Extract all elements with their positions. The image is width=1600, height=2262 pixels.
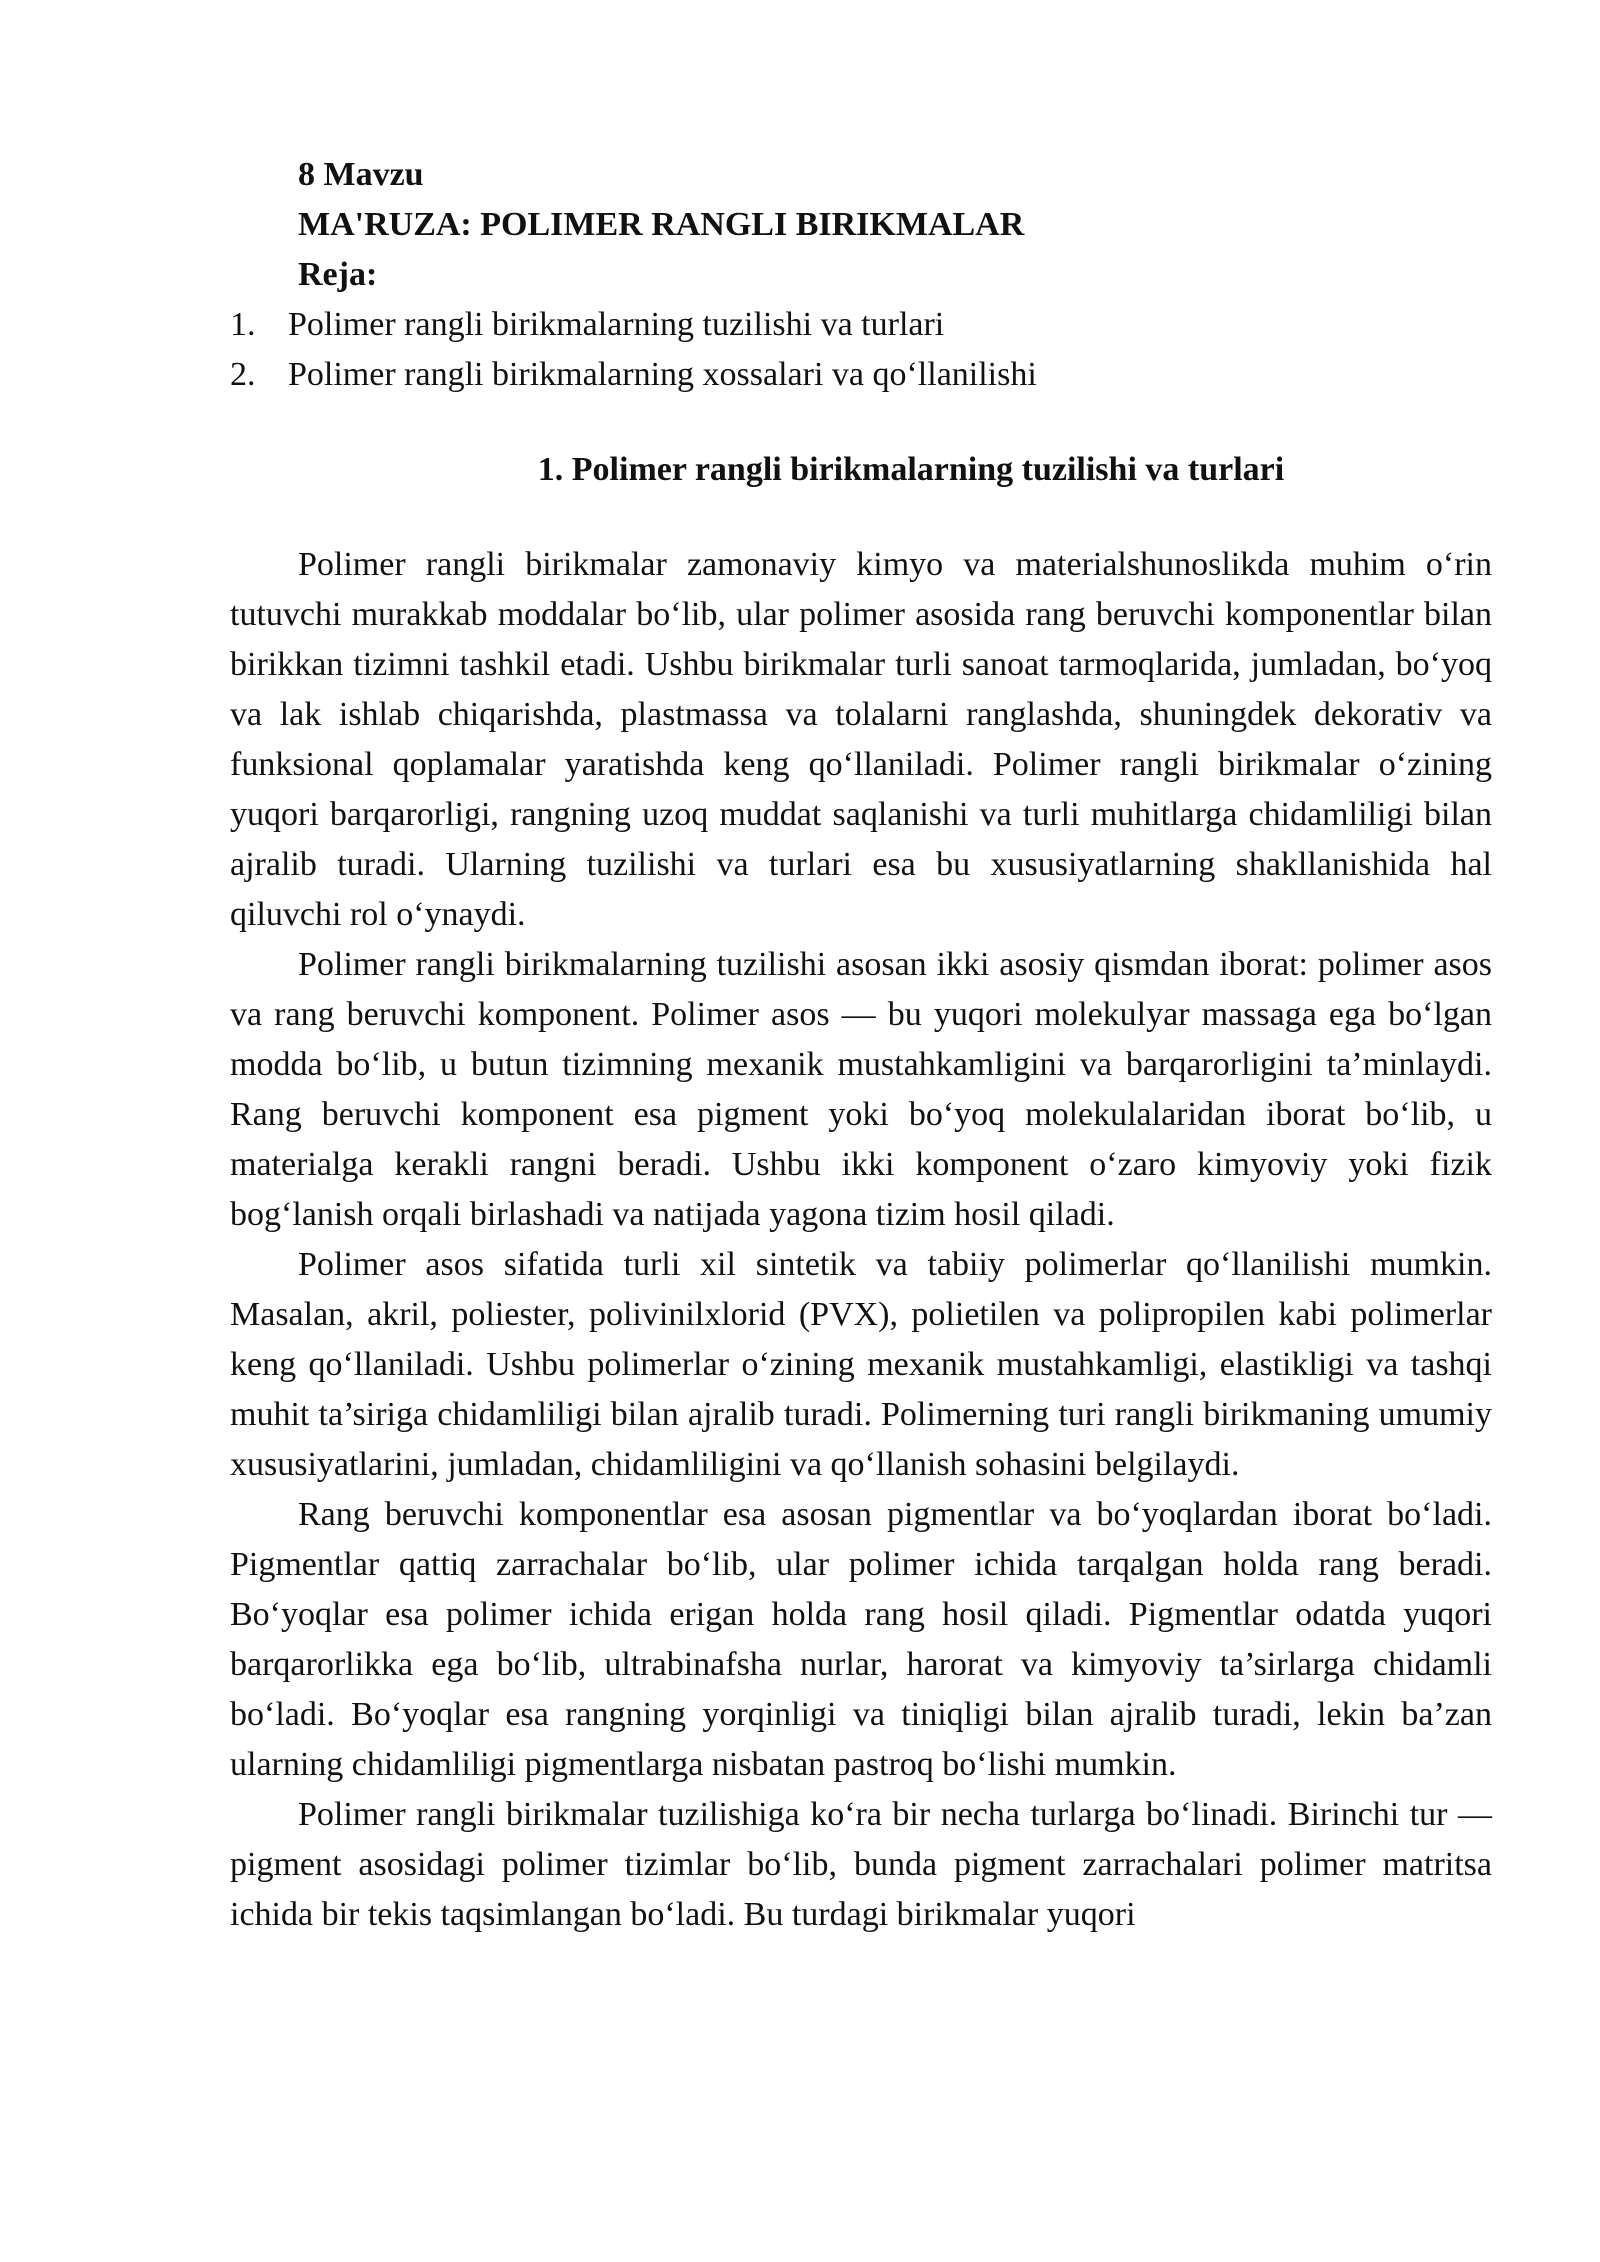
plan-item-number: 2.	[230, 356, 256, 393]
plan-item	[230, 300, 1492, 350]
body-paragraph: Polimer rangli birikmalar zamonaviy kimyo va materialshunoslikda muhim o‘rin tutuvchi murakkab moddalar bo‘lib, ular polimer asosida rang beruvchi komponentlar bilan birikkan tizimni tashkil etadi. Ushbu birikmalar turli sanoat tarmoqlarida, jumladan, bo‘yoq va lak ishlab chiqarishda, plastmassa va tolalarni ranglashda, shuningdek dekorativ va funksional qoplamalar yaratishda keng qo‘llaniladi. Polimer rangli birikmalar o‘zining yuqori barqarorligi, rangning uzoq muddat saqlanishi va turli muhitlarga chidamliligi bilan ajralib turadi. Ularning tuzilishi va turlari esa bu xususiyatlarning shakllanishida hal qiluvchi rol o‘ynaydi.	[230, 546, 1492, 933]
topic-number: 8 Mavzu	[298, 156, 424, 193]
body-paragraph: Polimer asos sifatida turli xil sintetik va tabiiy polimerlar qo‘llanilishi mumkin. Masalan, akril, poliester, polivinilxlorid (PVX), polietilen va polipropilen kabi polimerlar keng qo‘llaniladi. Ushbu polimerlar o‘zining mexanik mustahkamligi, elastikligi va tashqi muhit ta’siriga chidamliligi bilan ajralib turadi. Polimerning turi rangli birikmaning umumiy xususiyatlarini, jumladan, chidamliligini va qo‘llanish sohasini belgilaydi.	[230, 1246, 1492, 1483]
body-paragraph: Rang beruvchi komponentlar esa asosan pigmentlar va bo‘yoqlardan iborat bo‘ladi. Pigmentlar qattiq zarrachalar bo‘lib, ular polimer ichida tarqalgan holda rang beradi. Bo‘yoqlar esa polimer ichida erigan holda rang hosil qiladi. Pigmentlar odatda yuqori barqarorlikka ega bo‘lib, ultrabinafsha nurlar, harorat va kimyoviy ta’sirlarga chidamli bo‘ladi. Bo‘yoqlar esa rangning yorqinligi va tiniqligi bilan ajralib turadi, lekin ba’zan ularning chidamliligi pigmentlarga nisbatan pastroq bo‘lishi mumkin.	[230, 1496, 1492, 1783]
body-paragraph: Polimer rangli birikmalarning tuzilishi asosan ikki asosiy qismdan iborat: polimer asos va rang beruvchi komponent. Polimer asos — bu yuqori molekulyar massaga ega bo‘lgan modda bo‘lib, u butun tizimning mexanik mustahkamligini va barqarorligini ta’minlaydi. Rang beruvchi komponent esa pigment yoki bo‘yoq molekulalaridan iborat bo‘lib, u materialga kerakli rangni beradi. Ushbu ikki komponent o‘zaro kimyoviy yoki fizik bog‘lanish orqali birlashadi va natijada yagona tizim hosil qiladi.	[230, 946, 1492, 1233]
lecture-title: MA'RUZA: POLIMER RANGLI BIRIKMALAR	[298, 206, 1025, 243]
plan-item-text: Polimer rangli birikmalarning xossalari va qo‘llanilishi	[288, 356, 1037, 393]
section-heading: 1. Polimer rangli birikmalarning tuzilishi va turlari	[537, 451, 1285, 488]
plan-item-number: 1.	[230, 306, 256, 343]
body-paragraph: Polimer rangli birikmalar tuzilishiga ko‘ra bir necha turlarga bo‘linadi. Birinchi tur — pigment asosidagi polimer tizimlar bo‘lib, bunda pigment zarrachalari polimer matritsa ichida bir tekis taqsimlangan bo‘ladi. Bu turdagi birikmalar yuqori	[230, 1796, 1492, 1933]
plan-item	[230, 350, 1492, 400]
plan-label: Reja:	[298, 256, 378, 293]
plan-item-text: Polimer rangli birikmalarning tuzilishi va turlari	[288, 306, 945, 343]
document-page	[230, 150, 1492, 1940]
plan-list	[230, 300, 1492, 400]
